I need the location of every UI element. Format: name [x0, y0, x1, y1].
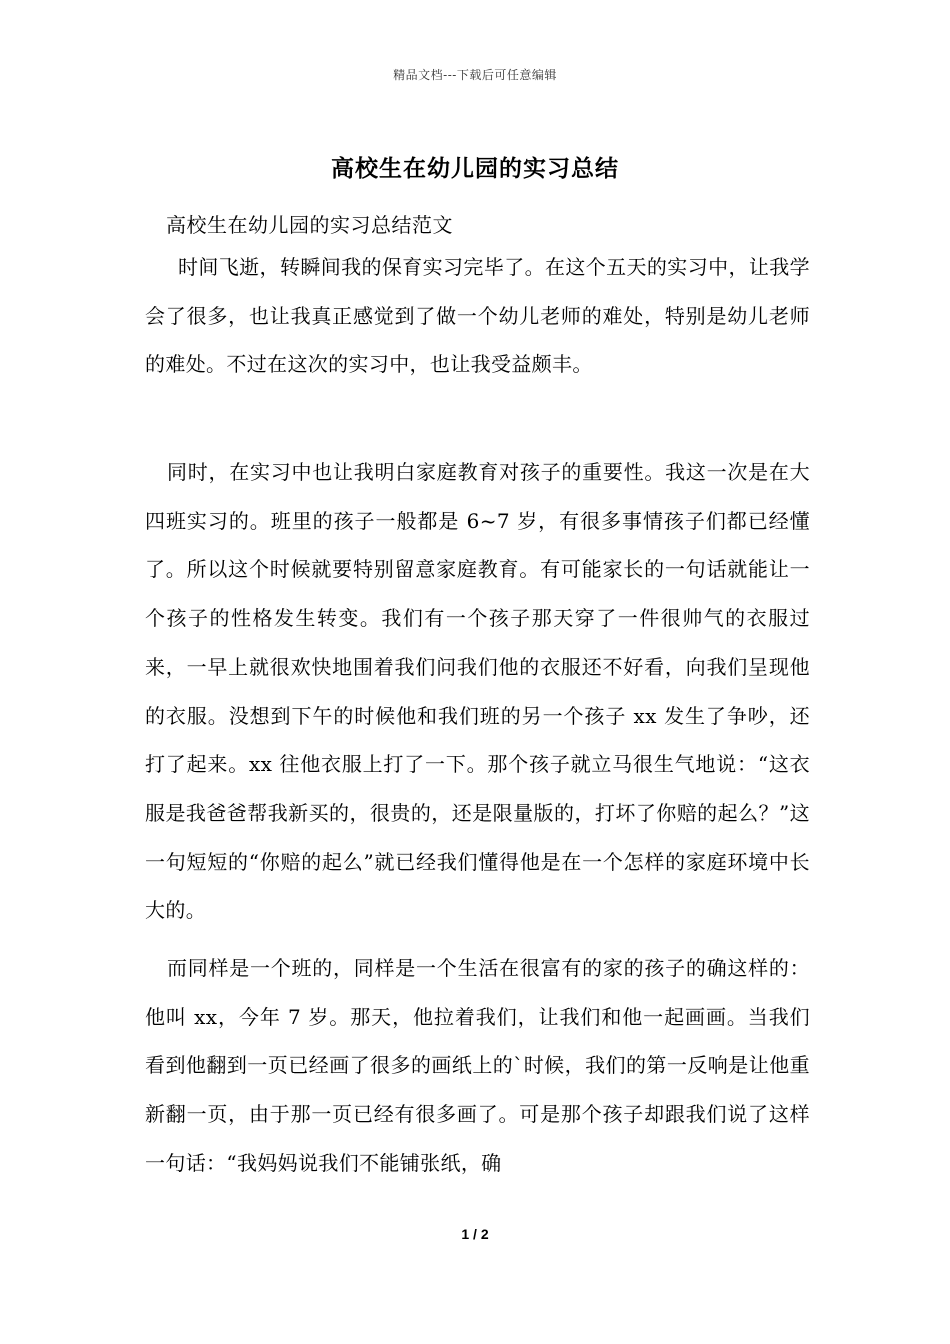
body-paragraph-1: 时间飞逝，转瞬间我的保育实习完毕了。在这个五天的实习中，让我学会了很多，也让我真正感觉到了做一个幼儿老师的难处，特别是幼儿老师的难处。不过在这次的实习中，也让我受益颇丰。 [145, 255, 810, 377]
document-subtitle: 高校生在幼儿园的实习总结范文 [166, 213, 453, 237]
document-title: 高校生在幼儿园的实习总结 [331, 155, 619, 182]
page-header: 精品文档---下载后可任意编辑 [393, 68, 557, 82]
body-paragraph-3: 而同样是一个班的，同样是一个生活在很富有的家的孩子的确这样的：他叫 xx，今年 7 岁。那天，他拉着我们，让我们和他一起画画。当我们看到他翻到一页已经画了很多的画纸上的`时候，我们的第一反响是让他重新翻一页，由于那一页已经有很多画了。可是那个孩子却跟我们说了这样一句话：“我妈妈说我们不能铺张纸，确 [145, 956, 810, 1175]
page-number: 1 / 2 [461, 1226, 489, 1242]
body-paragraph-2: 同时，在实习中也让我明白家庭教育对孩子的重要性。我这一次是在大四班实习的。班里的孩子一般都是 6~7 岁，有很多事情孩子们都已经懂了。所以这个时候就要特别留意家庭教育。有可能家长的一句话就能让一个孩子的性格发生转变。我们有一个孩子那天穿了一件很帅气的衣服过来，一早上就很欢快地围着我们问我们他的衣服还不好看，向我们呈现他的衣服。没想到下午的时候他和我们班的另一个孩子 xx 发生了争吵，还打了起来。xx 往他衣服上打了一下。那个孩子就立马很生气地说：“这衣服是我爸爸帮我新买的，很贵的，还是限量版的，打坏了你赔的起么？”这一句短短的“你赔的起么”就已经我们懂得他是在一个怎样的家庭环境中长大的。 [145, 460, 810, 923]
